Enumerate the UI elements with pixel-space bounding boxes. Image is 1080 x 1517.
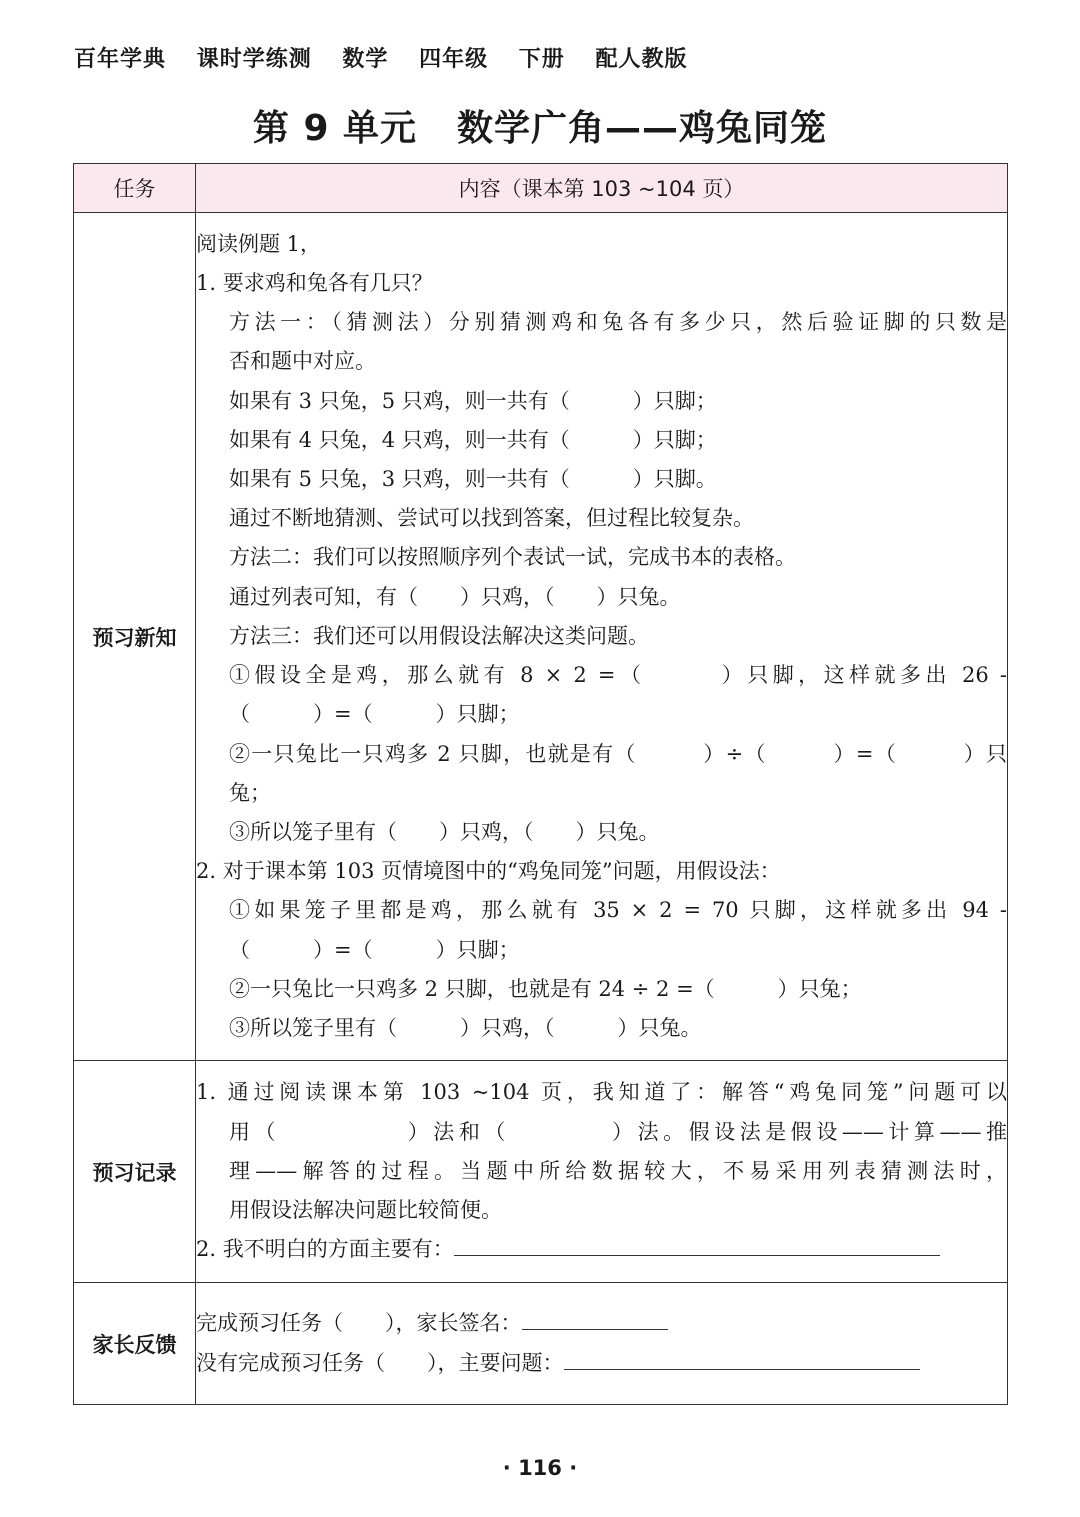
section-parent-feedback xyxy=(196,1283,1008,1405)
page-title xyxy=(0,100,1080,151)
content-line: （ ）=（ ）只脚； xyxy=(229,702,520,727)
header-series: 课时学练测 xyxy=(196,47,312,72)
column-header-task: 任务 xyxy=(74,164,196,213)
content-line: 阅读例题 1， xyxy=(196,231,322,256)
header-grade: 四年级 xyxy=(419,47,489,72)
question-unclear-label: 2. 我不明白的方面主要有： xyxy=(196,1237,454,1262)
content-line: （ ）=（ ）只脚； xyxy=(229,937,520,962)
signature-blank-line[interactable] xyxy=(522,1309,668,1330)
content-line: 否和题中对应。 xyxy=(229,349,376,374)
problem-blank-line[interactable] xyxy=(564,1349,920,1370)
unit-number: 第 9 单元 xyxy=(252,108,418,149)
content-line: 用假设法解决问题比较简便。 xyxy=(229,1198,502,1223)
book-header xyxy=(74,42,709,73)
unit-topic: 数学广角——鸡兔同笼 xyxy=(457,108,828,149)
content-line: 如果有 3 只兔，5 只鸡，则一共有（ ）只脚； xyxy=(229,388,717,413)
content-line xyxy=(196,1344,1007,1383)
section-preview-new xyxy=(196,213,1008,1061)
content-line: ②一只兔比一只鸡多 2 只脚，也就是有 24 ÷ 2 =（ ）只兔； xyxy=(229,976,862,1001)
content-line: ①如果笼子里都是鸡，那么就有 35 × 2 = 70 只脚，这样就多出 94 - xyxy=(229,898,1007,923)
content-line: 兔； xyxy=(229,780,271,805)
content-line: ③所以笼子里有（ ）只鸡，（ ）只兔。 xyxy=(229,819,660,844)
header-edition: 配人教版 xyxy=(595,47,688,72)
feedback-not-completed-label: 没有完成预习任务（ ），主要问题： xyxy=(196,1350,564,1375)
page-number: · 116 · xyxy=(502,1456,578,1480)
content-line: ①假设全是鸡，那么就有 8 × 2 =（ ）只脚，这样就多出 26 - xyxy=(229,663,1007,688)
content-line xyxy=(196,1304,1007,1343)
feedback-completed-label: 完成预习任务（ ），家长签名： xyxy=(196,1311,522,1336)
content-line: 通过不断地猜测、尝试可以找到答案，但过程比较复杂。 xyxy=(229,506,754,531)
task-label-preview-record: 预习记录 xyxy=(74,1061,196,1283)
task-label-parent-feedback: 家长反馈 xyxy=(74,1283,196,1405)
content-line: 如果有 4 只兔，4 只鸡，则一共有（ ）只脚； xyxy=(229,427,717,452)
section-preview-record xyxy=(196,1061,1008,1283)
task-label-preview-new: 预习新知 xyxy=(74,213,196,1061)
content-line: 理——解答的过程。当题中所给数据较大，不易采用列表猜测法时， xyxy=(229,1158,1007,1183)
answer-blank-line[interactable] xyxy=(454,1235,940,1256)
content-line: 方法三：我们还可以用假设法解决这类问题。 xyxy=(229,623,649,648)
header-volume: 下册 xyxy=(518,47,565,72)
content-line: 1. 通过阅读课本第 103 ~104 页，我知道了：解答“鸡兔同笼”问题可以 xyxy=(196,1080,1007,1105)
content-line: 通过列表可知，有（ ）只鸡，（ ）只兔。 xyxy=(229,584,681,609)
header-brand: 百年学典 xyxy=(74,47,167,72)
content-line: 方法二：我们可以按照顺序列个表试一试，完成书本的表格。 xyxy=(229,545,796,570)
content-line: ③所以笼子里有（ ）只鸡，（ ）只兔。 xyxy=(229,1015,702,1040)
content-line: 用（ ）法和（ ）法。假设法是假设——计算——推 xyxy=(229,1119,1007,1144)
header-subject: 数学 xyxy=(342,47,389,72)
preview-table xyxy=(73,163,1008,1405)
content-line: ②一只兔比一只鸡多 2 只脚，也就是有（ ）÷（ ）=（ ）只 xyxy=(229,741,1007,766)
content-line: 方法一：（猜测法）分别猜测鸡和兔各有多少只，然后验证脚的只数是 xyxy=(229,310,1007,335)
question-1: 1. 要求鸡和兔各有几只？ xyxy=(196,271,433,296)
column-header-content: 内容（课本第 103 ~104 页） xyxy=(196,164,1008,213)
content-line: 如果有 5 只兔，3 只鸡，则一共有（ ）只脚。 xyxy=(229,467,717,492)
content-line xyxy=(196,1230,1007,1269)
question-2: 2. 对于课本第 103 页情境图中的“鸡兔同笼”问题，用假设法： xyxy=(196,859,781,884)
